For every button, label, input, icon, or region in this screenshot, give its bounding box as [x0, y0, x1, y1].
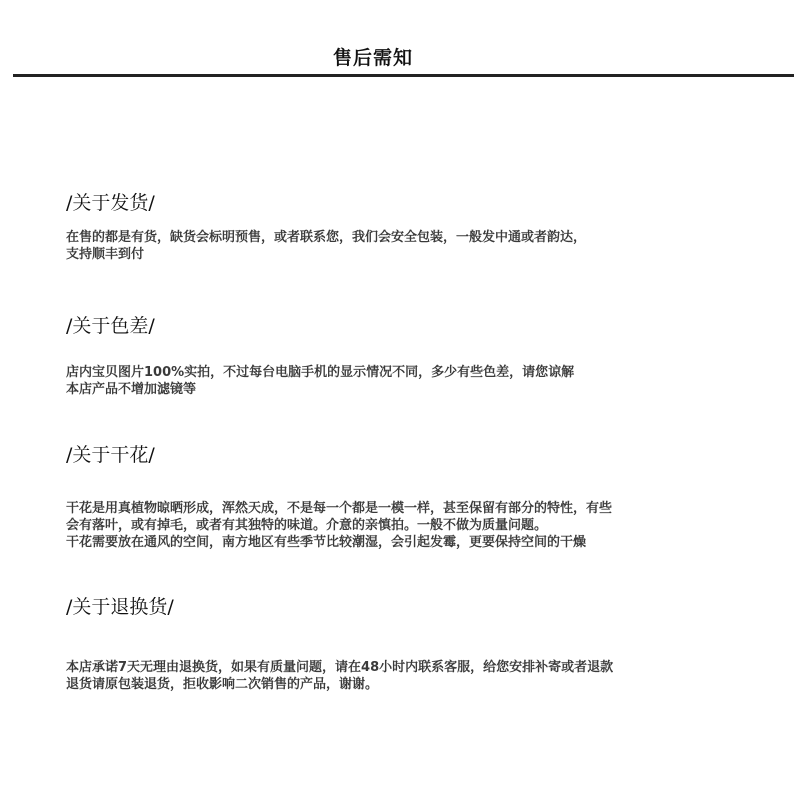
section-body-color-difference: [66, 364, 726, 398]
body-line: 本店承诺7天无理由退换货，如果有质量问题，请在48小时内联系客服，给您安排补寄或者退款: [66, 660, 614, 675]
body-line: 店内宝贝图片100%实拍，不过每台电脑手机的显示情况不同，多少有些色差，请您谅解: [66, 365, 575, 380]
section-body-returns: [66, 659, 726, 693]
section-dried-flowers: [66, 443, 726, 551]
section-heading-shipping: /关于发货/: [66, 192, 155, 214]
title-divider: [13, 74, 794, 77]
section-shipping: [66, 191, 726, 263]
section-returns: [66, 595, 726, 693]
section-color-difference: [66, 314, 726, 398]
body-line: 支持顺丰到付: [66, 247, 145, 262]
page-title: 售后需知: [332, 46, 413, 69]
section-body-dried-flowers: [66, 500, 726, 551]
section-heading-dried-flowers: /关于干花/: [66, 444, 155, 466]
body-line: 干花是用真植物晾晒形成，浑然天成，不是每一个都是一模一样，甚至保留有部分的特性，有些: [66, 501, 613, 516]
body-line: 会有落叶，或有掉毛，或者有其独特的味道。介意的亲慎拍。一般不做为质量问题。: [66, 518, 548, 533]
body-line: 干花需要放在通风的空间，南方地区有些季节比较潮湿，会引起发霉，更要保持空间的干燥: [66, 535, 587, 550]
body-line: 本店产品不增加滤镜等: [66, 382, 197, 397]
body-line: 在售的都是有货，缺货会标明预售，或者联系您，我们会安全包装，一般发中通或者韵达，: [66, 230, 587, 245]
section-heading-color-difference: /关于色差/: [66, 315, 155, 337]
section-heading-returns: /关于退换货/: [66, 596, 174, 618]
body-line: 退货请原包装退货，拒收影响二次销售的产品，谢谢。: [66, 677, 379, 692]
section-body-shipping: [66, 229, 726, 263]
